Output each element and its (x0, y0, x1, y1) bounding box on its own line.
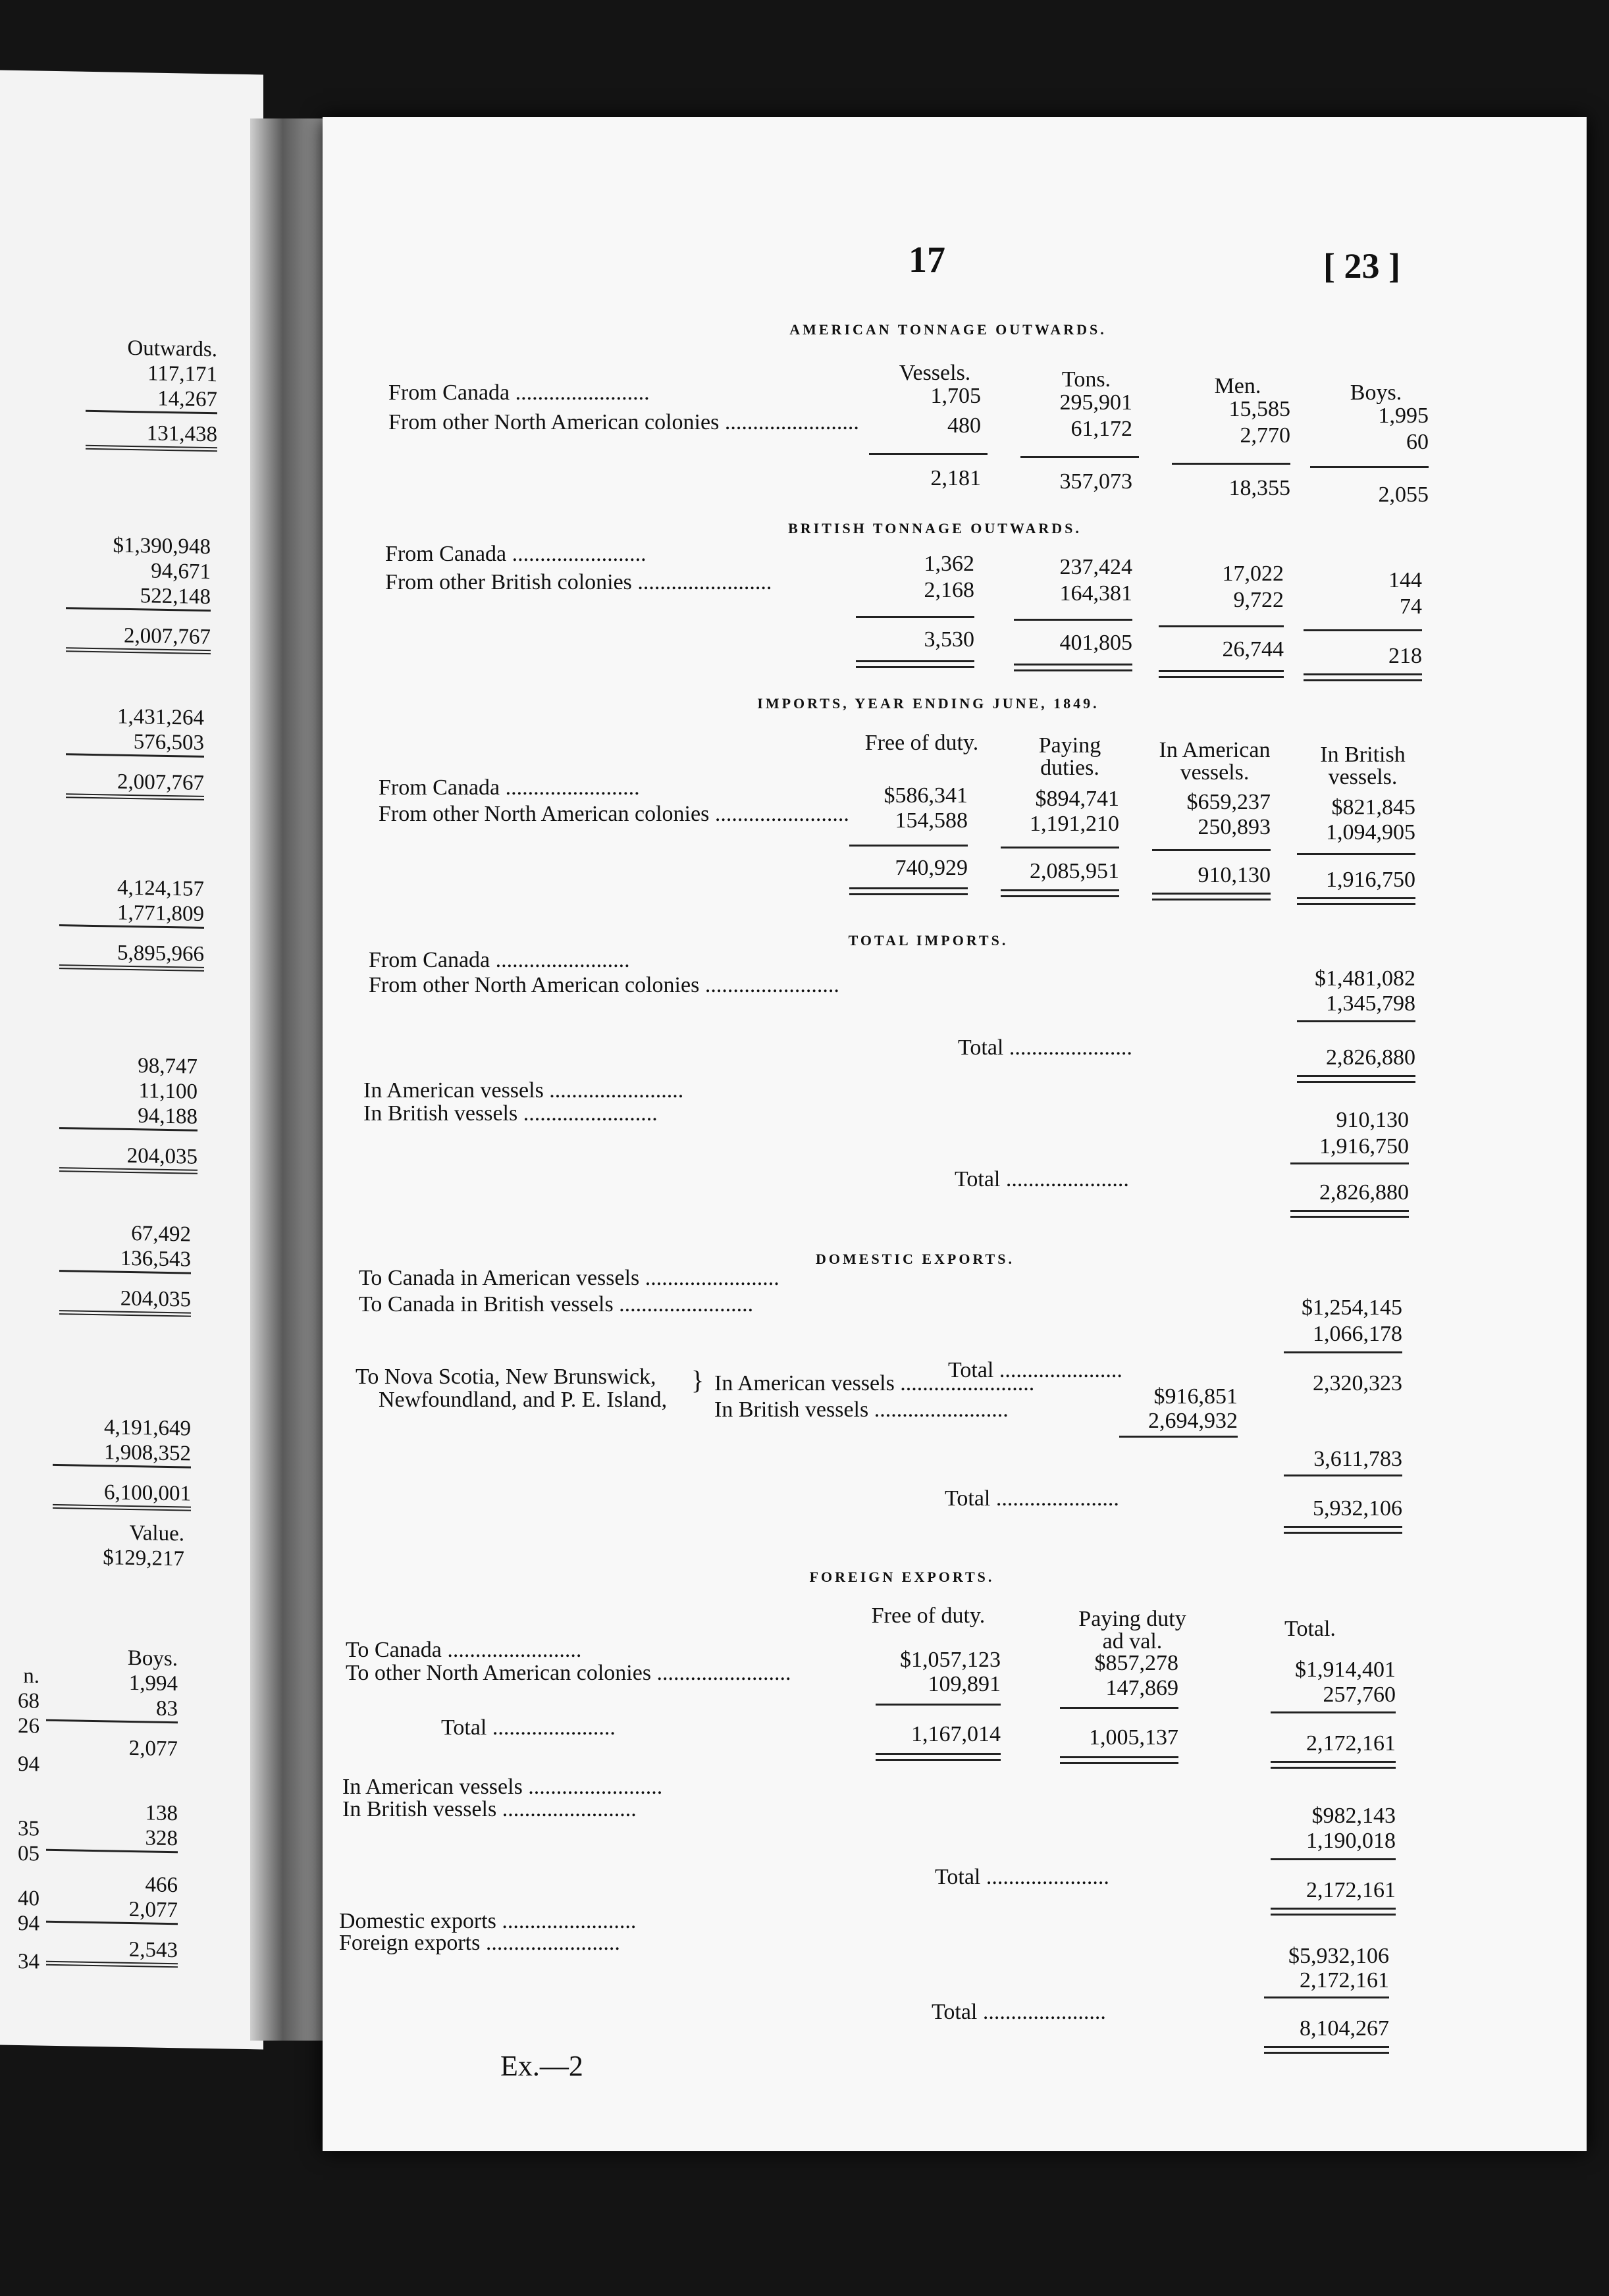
col-header-american-vessels: In American vessels. (1159, 738, 1271, 785)
double-rule (1297, 897, 1415, 905)
row-value: $586,341 (884, 783, 968, 808)
col-header-men: Men. (1214, 374, 1261, 398)
rule (1060, 1707, 1178, 1709)
edge-fragment: 35 (18, 1816, 40, 1841)
col-header-free-of-duty: Free of duty. (864, 731, 979, 755)
left-value: 1,908,352 (53, 1439, 191, 1469)
rule (869, 453, 988, 455)
total-value: 3,530 (924, 627, 974, 652)
row-value: $894,741 (1035, 787, 1119, 811)
left-value: 576,503 (66, 728, 204, 758)
row-label: In American vessels ........................ (714, 1371, 1035, 1396)
rule (1297, 1020, 1415, 1022)
left-value-column (53, 1519, 184, 1571)
row-label: Domestic exports ........................ (339, 1909, 637, 1933)
total-value: 2,085,951 (1030, 859, 1119, 883)
outwards-value: 14,267 (86, 385, 217, 414)
grand-total-value: 8,104,267 (1300, 2016, 1389, 2041)
double-rule (856, 660, 974, 668)
imports-title: IMPORTS, YEAR ENDING JUNE, 1849. (757, 695, 1099, 712)
total-value: 2,826,880 (1326, 1045, 1415, 1070)
foreign-exports-title: FOREIGN EXPORTS. (809, 1569, 995, 1585)
row-label: From other North American colonies ........................ (388, 410, 859, 434)
footer-signature: Ex.—2 (500, 2050, 583, 2082)
document-number: [ 23 ] (1323, 246, 1400, 286)
row-value: $5,932,106 (1288, 1944, 1389, 1968)
left-total: 6,100,001 (53, 1479, 191, 1511)
row-value: $857,278 (1094, 1651, 1178, 1675)
row-value: 144 (1388, 568, 1422, 592)
left-col2 (66, 703, 204, 800)
book-gutter (250, 118, 323, 2041)
double-rule (1290, 1210, 1409, 1218)
double-rule (1152, 893, 1271, 900)
row-value: 237,424 (1059, 555, 1132, 579)
rule (1310, 466, 1429, 468)
row-label: In American vessels ........................ (363, 1078, 684, 1103)
left-edge-fragments (0, 1663, 40, 1975)
row-value: 1,190,018 (1306, 1829, 1396, 1853)
double-rule (1297, 1075, 1415, 1083)
col-header-total: Total. (1284, 1617, 1336, 1641)
edge-fragment: n. (23, 1664, 40, 1688)
edge-fragment: 34 (18, 1949, 40, 1974)
row-label: From other British colonies ........................ (385, 570, 772, 594)
double-rule (1001, 889, 1119, 897)
boys-total: 2,543 (46, 1936, 178, 1968)
row-label: To Canada in American vessels ........................ (359, 1266, 779, 1290)
row-label: In American vessels ........................ (342, 1775, 663, 1799)
rule (856, 616, 974, 618)
row-value: 257,760 (1323, 1683, 1396, 1707)
total-value: 1,005,137 (1089, 1725, 1178, 1750)
row-value: 1,362 (924, 552, 974, 576)
row-label: To other North American colonies ........................ (346, 1661, 791, 1685)
double-rule (1284, 1526, 1402, 1534)
edge-fragment: 05 (18, 1841, 40, 1866)
left-value: 67,492 (131, 1221, 191, 1247)
left-col5 (59, 1220, 191, 1317)
left-value: 4,124,157 (117, 875, 204, 901)
left-total: 5,895,966 (59, 939, 204, 972)
total-label: Total ...................... (932, 2000, 1106, 2024)
col-header-paying-duty: Paying duty ad val. (1078, 1607, 1186, 1654)
row-label: From other North American colonies ........................ (379, 802, 849, 826)
left-value: 94,671 (151, 559, 211, 585)
row-value: 1,191,210 (1030, 812, 1119, 836)
total-value: 2,320,323 (1313, 1371, 1402, 1396)
group-label: Newfoundland, and P. E. Island, (379, 1388, 668, 1412)
row-label: From Canada ........................ (388, 380, 650, 405)
row-value: 164,381 (1059, 581, 1132, 606)
row-value: 1,995 (1378, 404, 1429, 428)
double-rule (1304, 673, 1422, 681)
group-brace: } (691, 1365, 704, 1395)
rule (1001, 847, 1119, 848)
grand-total-value: 5,932,106 (1313, 1496, 1402, 1521)
left-page (0, 70, 263, 2050)
row-label: In British vessels ........................ (714, 1397, 1009, 1422)
row-label: From Canada ........................ (379, 775, 640, 800)
row-value: 109,891 (928, 1672, 1001, 1696)
row-value: 1,066,178 (1313, 1322, 1402, 1346)
row-value: 1,705 (930, 384, 981, 408)
double-rule (849, 887, 968, 895)
left-value: 1,431,264 (117, 704, 204, 730)
rule (849, 845, 968, 847)
boys-value: 1,994 (128, 1671, 178, 1696)
double-rule (876, 1753, 1001, 1761)
double-rule (1271, 1761, 1396, 1769)
left-boys-column (46, 1644, 178, 1968)
double-rule (1271, 1908, 1396, 1916)
domestic-exports-title: DOMESTIC EXPORTS. (816, 1251, 1015, 1267)
col-header-vessels: Vessels. (899, 361, 971, 385)
total-label: Total ...................... (935, 1865, 1109, 1889)
left-col3 (59, 874, 204, 972)
rule (1284, 1351, 1402, 1353)
total-value: 26,744 (1222, 637, 1284, 662)
rule (876, 1704, 1001, 1706)
left-col4 (59, 1052, 198, 1174)
left-total: 2,007,767 (66, 768, 204, 800)
group-label: To Nova Scotia, New Brunswick, (356, 1365, 656, 1389)
row-value: 2,168 (924, 578, 974, 602)
double-rule (1060, 1756, 1178, 1764)
boys-value: 466 (145, 1873, 178, 1898)
row-value: 60 (1406, 430, 1429, 454)
edge-fragment: 40 (18, 1886, 40, 1911)
boys-value: 138 (145, 1801, 178, 1826)
left-value: 136,543 (59, 1245, 191, 1274)
edge-fragment: 94 (18, 1911, 40, 1936)
row-value: 1,094,905 (1326, 820, 1415, 845)
row-value: $1,914,401 (1295, 1657, 1396, 1682)
rule (1271, 1711, 1396, 1713)
subtotal-value: 3,611,783 (1313, 1447, 1402, 1471)
row-value: 61,172 (1070, 417, 1132, 441)
american-tonnage-title: AMERICAN TONNAGE OUTWARDS. (789, 321, 1107, 338)
row-value: 250,893 (1198, 815, 1271, 839)
row-label: To Canada ........................ (346, 1638, 582, 1662)
row-label: From other North American colonies ........................ (369, 973, 839, 997)
total-value: 2,181 (930, 466, 981, 490)
total-label: Total ...................... (441, 1715, 616, 1740)
rule (1304, 629, 1422, 631)
total-value: 910,130 (1198, 863, 1271, 887)
row-value: 2,694,932 (1148, 1409, 1238, 1433)
value: $129,217 (103, 1546, 184, 1571)
col-header-boys: Boys. (1350, 380, 1402, 405)
total-value: 1,167,014 (911, 1722, 1001, 1746)
left-total: 204,035 (59, 1285, 191, 1317)
row-value: 2,770 (1240, 423, 1290, 448)
total-value: 357,073 (1059, 469, 1132, 494)
row-label: In British vessels ........................ (342, 1797, 637, 1821)
double-rule (1159, 670, 1284, 678)
row-value: 2,172,161 (1300, 1968, 1389, 1993)
right-page (323, 117, 1587, 2151)
total-value: 1,916,750 (1326, 868, 1415, 892)
left-value: 98,747 (138, 1054, 198, 1079)
row-value: 74 (1400, 594, 1422, 619)
total-value: 18,355 (1228, 476, 1290, 500)
boys-total: 2,077 (128, 1736, 178, 1761)
rule (1290, 1162, 1409, 1164)
left-total: 2,007,767 (66, 622, 211, 654)
row-value: 15,585 (1228, 397, 1290, 421)
total-value: 740,929 (895, 856, 968, 880)
left-col1 (66, 532, 211, 654)
row-value: 1,916,750 (1319, 1134, 1409, 1159)
rule (1159, 625, 1284, 627)
total-label: Total ...................... (958, 1035, 1132, 1060)
row-value: 480 (947, 413, 981, 438)
left-value: 1,771,809 (59, 899, 204, 929)
row-label: Foreign exports ........................ (339, 1931, 620, 1955)
col-header-paying-duties: Paying duties. (1038, 733, 1101, 780)
total-value: 401,805 (1059, 631, 1132, 655)
boys-value: 328 (46, 1824, 178, 1853)
total-value: 218 (1388, 644, 1422, 668)
left-value: 11,100 (138, 1079, 198, 1104)
page-number: 17 (909, 240, 945, 280)
row-value: $821,845 (1331, 795, 1415, 820)
rule (1172, 463, 1290, 465)
value-header: Value. (129, 1521, 184, 1546)
outwards-total: 131,438 (86, 420, 217, 452)
row-value: $659,237 (1186, 790, 1271, 814)
col-header-british-vessels: In British vessels. (1320, 743, 1406, 789)
total-value: 2,055 (1378, 483, 1429, 507)
row-label: In British vessels ........................ (363, 1101, 658, 1126)
rule (1271, 1858, 1396, 1860)
rule (1020, 456, 1139, 458)
rule (1284, 1474, 1402, 1476)
row-value: 17,022 (1222, 561, 1284, 586)
left-value: 94,188 (59, 1102, 198, 1132)
double-rule (1014, 664, 1132, 671)
rule (1119, 1436, 1238, 1438)
row-value: 154,588 (895, 808, 968, 833)
outwards-value: 117,171 (147, 361, 217, 387)
total-value: 2,172,161 (1306, 1878, 1396, 1902)
outwards-header: Outwards. (127, 336, 217, 362)
left-value: 4,191,649 (104, 1415, 191, 1441)
col-header-free-of-duty: Free of duty. (871, 1604, 986, 1628)
row-value: 910,130 (1336, 1108, 1409, 1132)
row-value: $982,143 (1311, 1804, 1396, 1828)
col-header-tons: Tons. (1061, 367, 1111, 392)
row-value: $1,057,123 (900, 1648, 1001, 1672)
row-value: $916,851 (1153, 1384, 1238, 1409)
row-value: $1,254,145 (1302, 1295, 1402, 1320)
left-value: 522,148 (66, 582, 211, 612)
boys-header: Boys. (127, 1646, 178, 1671)
left-col6 (53, 1414, 191, 1511)
row-label: From Canada ........................ (369, 948, 630, 972)
edge-fragment: 68 (18, 1688, 40, 1713)
row-value: 147,869 (1105, 1676, 1178, 1700)
boys-value: 83 (46, 1694, 178, 1723)
double-rule (1264, 2046, 1389, 2054)
edge-fragment: 94 (18, 1752, 40, 1777)
rule (1264, 1996, 1389, 1998)
rule (1152, 849, 1271, 851)
total-value: 2,826,880 (1319, 1180, 1409, 1205)
edge-fragment: 26 (18, 1713, 40, 1738)
row-label: From Canada ........................ (385, 542, 646, 566)
row-value: 295,901 (1059, 390, 1132, 415)
left-outwards-column (86, 335, 217, 452)
total-label: Total ...................... (945, 1486, 1119, 1511)
row-value: 1,345,798 (1326, 991, 1415, 1016)
boys-value: 2,077 (46, 1896, 178, 1925)
total-label: Total ...................... (955, 1167, 1129, 1191)
total-imports-title: TOTAL IMPORTS. (848, 932, 1009, 949)
total-value: 2,172,161 (1306, 1731, 1396, 1756)
left-total: 204,035 (59, 1142, 198, 1174)
row-label: To Canada in British vessels ........................ (359, 1292, 754, 1317)
left-value: $1,390,948 (113, 533, 211, 560)
rule (1014, 619, 1132, 621)
rule (1297, 853, 1415, 855)
british-tonnage-title: BRITISH TONNAGE OUTWARDS. (788, 520, 1082, 536)
row-value: $1,481,082 (1315, 966, 1415, 991)
row-value: 9,722 (1233, 588, 1284, 612)
total-label: Total ...................... (948, 1358, 1122, 1382)
